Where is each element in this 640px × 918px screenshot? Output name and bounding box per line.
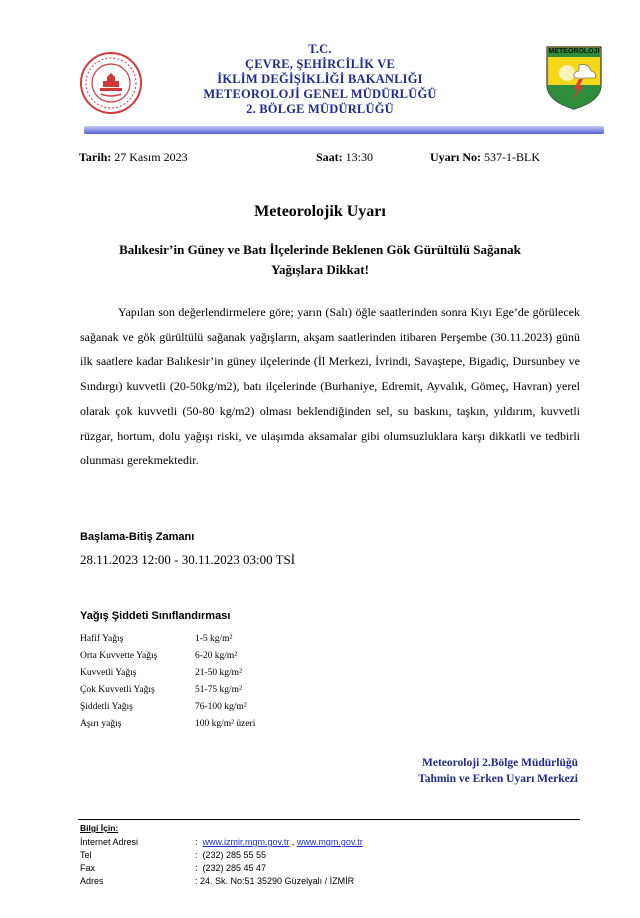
header-line-3: İKLİM DEĞİŞİKLİĞİ BAKANLIĞI (217, 72, 423, 86)
severity-value: 1-5 kg/m² (195, 634, 233, 644)
severity-name: Orta Kuvvette Yağış (80, 651, 158, 661)
time-value: 13:30 (345, 150, 374, 164)
header-line-2: ÇEVRE, ŞEHİRCİLİK VE (245, 57, 395, 71)
date-label: Tarih: (79, 150, 112, 164)
meta-warning-no (430, 150, 540, 165)
period-label: Başlama-Bitiş Zamanı (80, 531, 195, 543)
address-value: : 24. Sk. No:51 35290 Güzelyalı / İZMİR (195, 876, 355, 886)
meteorology-logo-text: METEOROLOJİ (548, 48, 600, 55)
header-line-4: METEOROLOJİ GENEL MÜDÜRLÜĞÜ (203, 87, 437, 101)
link-separator: , (289, 837, 297, 847)
warning-no-label: Uyarı No: (430, 150, 481, 164)
severity-value: 6-20 kg/m² (195, 651, 238, 661)
severity-title: Yağış Şiddeti Sınıflandırması (80, 610, 231, 622)
warning-body: Yapılan son değerlendirmelere göre; yarın (Salı) öğle saatlerinden sonra Kıyı Ege’de görülecek sağanak ve gök gürültülü sağanak yağışların, akşam saatlerinden itibaren Perşembe (30.11.2023) günü ilk saatlere kadar Balıkesir’in güney ilçelerinde (İl Merkezi, İvrindi, Savaştepe, Bigadiç, Dursunbey ve Sındırgı) kuvvetli (20-50kg/m2), batı ilçelerinde (Burhaniye, Edremit, Ayvalık, Gömeç, Havran) yerel olarak çok kuvvetli (50-80 kg/m2) olması beklendiğinden sel, su baskını, taşkın, yıldırım, kuvvetli rüzgar, hortum, dolu yağışı riski, ve ulaşımda aksamalar gibi olumsuzluklara karşı dikkatli ve tedbirli olunması gerekmektedir. (80, 305, 580, 468)
signature-line-2: Tahmin ve Erken Uyarı Merkezi (418, 773, 578, 785)
signature-line-1: Meteoroloji 2.Bölge Müdürlüğü (422, 757, 578, 769)
severity-value: 21-50 kg/m² (195, 668, 242, 678)
fax-value: : (232) 285 45 47 (195, 863, 267, 873)
severity-value: 76-100 kg/m² (195, 702, 247, 712)
warning-no-value: 537-1-BLK (484, 150, 540, 164)
period-value: 28.11.2023 12:00 - 30.11.2023 03:00 TSİ (80, 552, 296, 567)
tel-value: : (232) 285 55 55 (195, 850, 267, 860)
internet-prefix: : (195, 837, 203, 847)
meteorology-logo (545, 45, 603, 111)
main-site-link[interactable]: www.mgm.gov.tr (296, 837, 363, 847)
severity-name: Çok Kuvvetli Yağış (80, 685, 155, 695)
severity-name: Aşırı yağış (80, 719, 122, 729)
info-title: Bilgi İçin: (80, 823, 119, 833)
severity-value: 100 kg/m² üzeri (195, 719, 256, 729)
page-title: Meteorolojik Uyarı (254, 203, 386, 220)
severity-name: Kuvvetli Yağış (80, 668, 137, 678)
date-value: 27 Kasım 2023 (114, 150, 188, 164)
severity-name: Şiddetli Yağış (80, 702, 133, 712)
meta-time (316, 150, 373, 165)
page-subtitle: Balıkesir’in Güney ve Batı İlçelerinde Beklenen Gök Gürültülü Sağanak Yağışlara Dikkat! (119, 242, 521, 277)
meta-date (79, 150, 188, 165)
internet-label: İnternet Adresi (80, 837, 139, 847)
time-label: Saat: (316, 150, 343, 164)
fax-label: Fax (80, 863, 96, 873)
severity-name: Hafif Yağış (80, 634, 124, 644)
severity-value: 51-75 kg/m² (195, 685, 242, 695)
header-line-1: T.C. (308, 42, 332, 56)
address-label: Adres (80, 876, 104, 886)
tel-label: Tel (80, 850, 92, 860)
footer-divider (78, 819, 580, 820)
header-line-5: 2. BÖLGE MÜDÜRLÜĞÜ (246, 102, 394, 116)
internet-value (195, 837, 363, 847)
regional-site-link[interactable]: www.izmir.mgm.gov.tr (202, 837, 290, 847)
header-divider (84, 126, 604, 134)
